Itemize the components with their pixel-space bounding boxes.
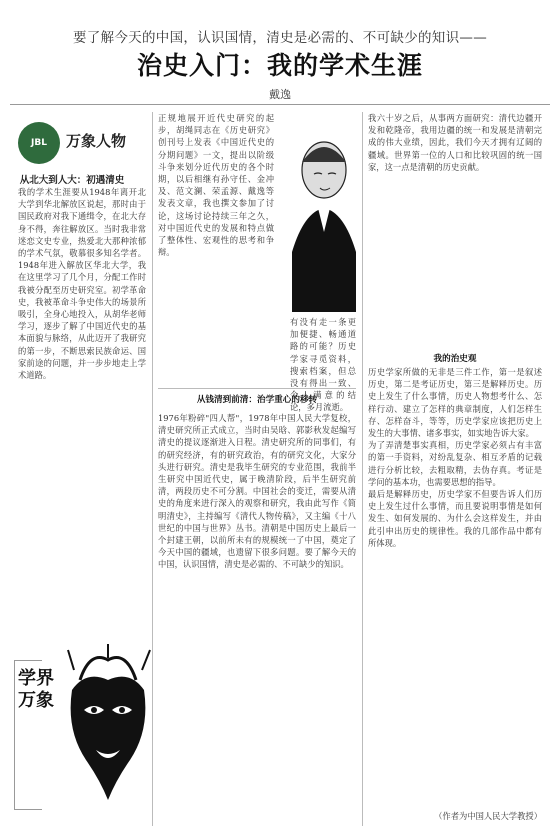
text-column-2b: 1976年粉碎"四人帮"，1978年中国人民大学复校，清史研究所正式成立，当时由吴晗、郭影秋发起编写清史的提议逐渐进入日程。清史研究所的同事们，有的研究经济，有的研究政治，有的研究文化，大家分头进行研究。清史是我毕生研究的专业范围，我前半生研究中国近代史，属于晚清阶段，后半生研究前清，两段历史不可分割。中国社会的变迁，需要从清史的角度来进行深入的观察和研究，我由此写作《简明清史》，主持编写《清代人物传稿》，又主编《十八世纪的中国与世界》丛书。清朝是中国历史上最后一个封建王朝，以前所未有的规模统一了中国，奠定了今天中国的疆域，也遗留下很多问题。要了解今天的中国，认识国情，清史是必需的、不可缺少的知识。 bbox=[158, 413, 356, 570]
column-title: 万象人物 bbox=[66, 132, 127, 150]
article-byline: 戴逸 bbox=[269, 88, 291, 101]
author-portrait bbox=[284, 112, 358, 312]
text-column-4: 我六十岁之后，从事两方面研究：清代边疆开发和乾隆帝，我用边疆的统一和发展是清朝完成的伟大业绩，因此，我们今天才拥有辽阔的疆域。世界第一位的人口和比较巩固的统一国家，这一点是清朝的历史贡献。 bbox=[368, 113, 542, 172]
text-column-2: 正规地展开近代史研究的起步，胡绳同志在《历史研究》创刊号上发表《中国近代史的分期问题》一文，提出以阶级斗争来划分近代历史的各个时期，以后相继有孙守任、金冲及、范文澜、荣孟源、戴逸等发表文章，我也撰文参加了讨论，这场讨论持续三年之久，对中国近代史的发展和特点做了整体性、宏观性的思考和争辩。 bbox=[158, 113, 274, 258]
section-subhead-3: 我的治史观 bbox=[433, 354, 477, 364]
text-column-3: 有没有走一条更加便捷、畅通道路的可能？历史学家寻觅资料，搜索档案，但总没有得出一致、令人满意的结论，多月流逝。 bbox=[290, 317, 356, 413]
header-rule bbox=[10, 104, 550, 105]
mask-illustration bbox=[60, 640, 156, 826]
text-column-1: 我的学术生涯要从1948年离开北大学到华北解放区说起，那时由于国民政府对我下通缉令，在北大存身不得，奔往解放区。当时我非常迷恋文史专业，热爱北大那种浓郁的学术气氛，敬慕很多知名学者。1948年进入解放区华北大学，我在这里学习了几个月，分配工作时我被分配至历史研究室。初学革命史，我被革命斗争史伟大的场景所吸引，全身心地投入，从胡华老师学习，逐步了解了中国近代史的基本面貌与脉络，从此迈开了我研究的第一步，不断思索民族命运、国家前途的问题，并一步步地走上学术道路。 bbox=[18, 187, 146, 381]
side-title: 学界万象 bbox=[18, 668, 54, 711]
divider-2 bbox=[362, 112, 363, 826]
divider-3 bbox=[158, 388, 356, 389]
section-subhead-1: 从北大到人大：初遇清史 bbox=[19, 175, 125, 186]
text-column-4-lower: 历史学家所做的无非是三件工作，第一是叙述历史，第二是考证历史，第三是解释历史。历史上发生了什么事情，历史人物想考什么、怎样行动、建立了怎样的典章制度，人们怎样生存、怎样奋斗，等等，历史学家应该把历史上发生的大事情、诸多事实，如实地告诉大家。 为了弄清楚事实真相，历史学家必须占有丰富的第一手资料，对纷乱复杂、相互矛盾的记载进行分析比较，去粗取精，去伪存真。考证是学问的基本功，也需要思想的指导。 最后是解释历史，历史学家不但要告诉人们历史上发生过什么事情，而且要说明事情是如何发生、如何发展的、为什么会这样发生，并由此引申出历史的规律性。我的几部作品中都有所体现。 bbox=[368, 367, 542, 548]
article-kicker: 要了解今天的中国，认识国情，清史是必需的、不可缺少的知识—— bbox=[73, 30, 487, 46]
article-headline: 治史入门：我的学术生涯 bbox=[136, 51, 423, 80]
column-logo-icon: JBL bbox=[18, 122, 60, 164]
author-note: （作者为中国人民大学教授） bbox=[434, 811, 542, 821]
section-subhead-2: 从钱清到前清：治学重心的移转 bbox=[196, 395, 318, 405]
divider-1 bbox=[152, 112, 153, 826]
column-brand bbox=[18, 122, 158, 166]
